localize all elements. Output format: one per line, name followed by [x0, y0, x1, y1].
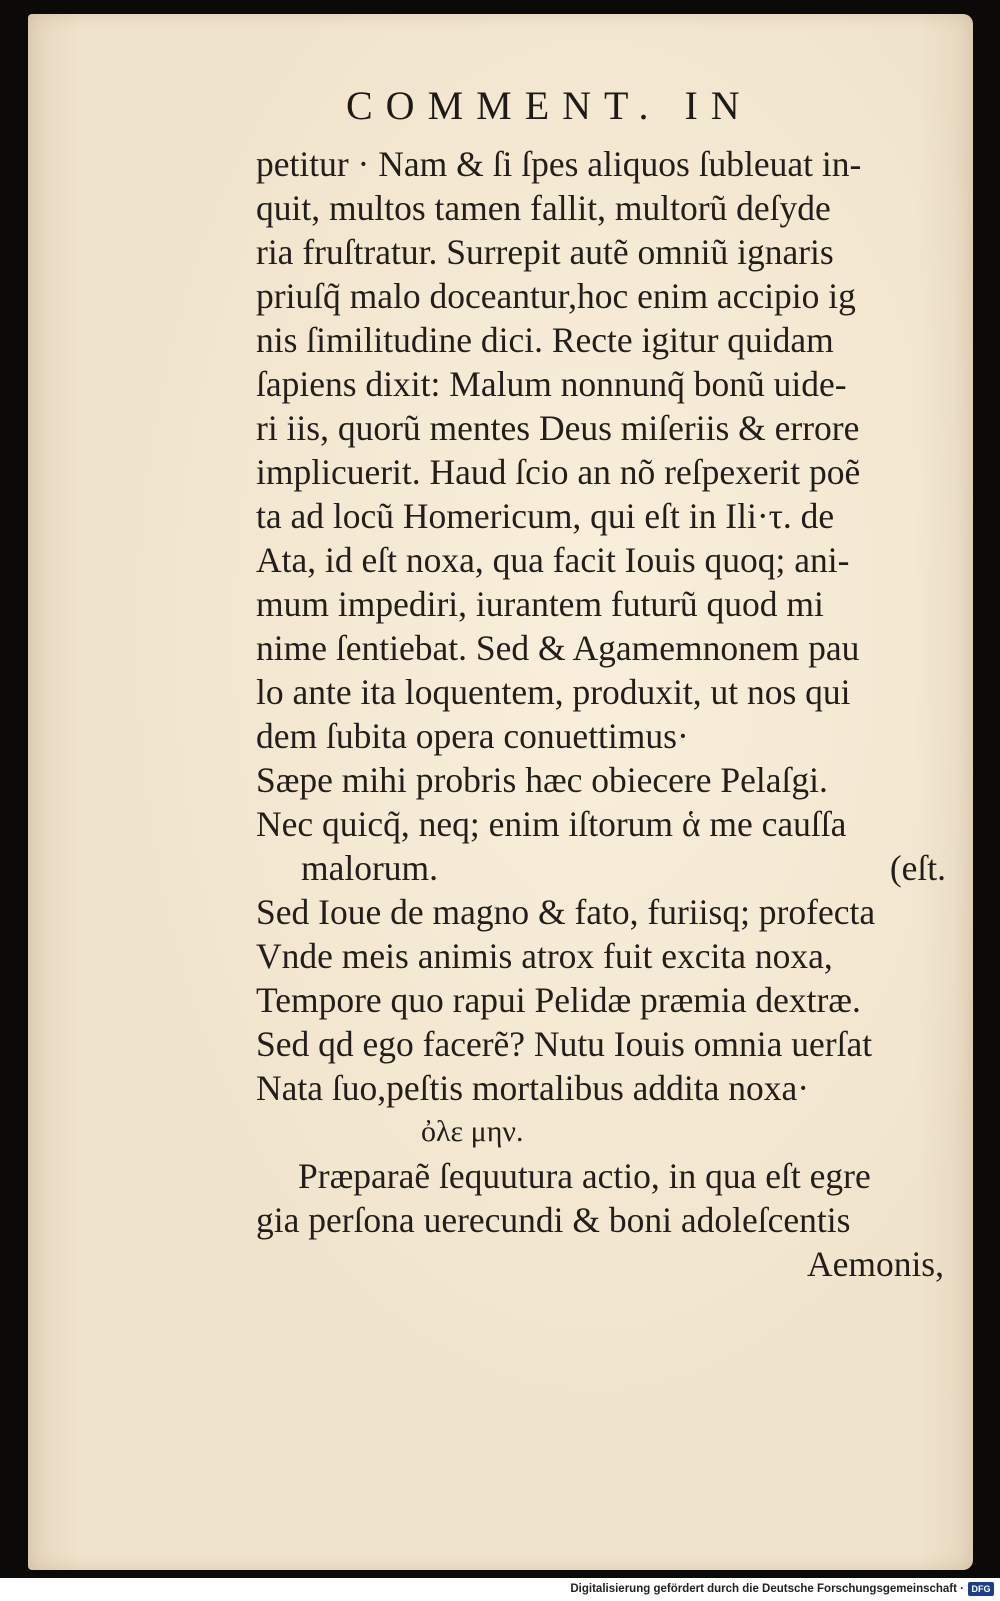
running-head: COMMENT. IN [346, 83, 753, 128]
verse-line: Vnde meis animis atrox fuit excita noxa, [256, 936, 833, 976]
paragraph-line: Præparaẽ ſequutura actio, in qua eſt egre [298, 1156, 871, 1196]
text-line: lo ante ita loquentem, produxit, ut nos qui [256, 672, 851, 712]
book-page [28, 14, 973, 1570]
verse-line: Sæpe mihi probris hæc obiecere Pelaſgi. [256, 760, 828, 800]
text-block [256, 142, 946, 1286]
verse-line: Sed qd ego facerẽ? Nutu Iouis omnia uerſat [256, 1024, 873, 1064]
text-line: implicuerit. Haud ſcio an nõ reſpexerit poẽ [256, 452, 861, 492]
text-line: ta ad locũ Homericum, qui eſt in Ili·τ. de [256, 496, 835, 536]
footer-credit: Digitalisierung gefördert durch die Deutsche Forschungsgemeinschaft · [570, 1583, 964, 1595]
verse-turnover-right: (eſt. [889, 848, 946, 888]
verse-line: Nata ſuo,peſtis mortalibus addita noxa· [256, 1068, 810, 1108]
text-line: ri iis, quorũ mentes Deus miſeriis & errore [256, 408, 860, 448]
footer-bar [0, 1578, 1000, 1601]
text-line: priuſq̃ malo doceantur,hoc enim accipio ig [256, 276, 856, 316]
paragraph-line: gia perſona uerecundi & boni adoleſcentis [256, 1200, 851, 1240]
text-line: nis ſimilitudine dici. Recte igitur quidam [256, 320, 834, 360]
verse-turnover-left: malorum. [301, 848, 439, 888]
text-line: mum impediri, iurantem futurũ quod mi [256, 584, 824, 624]
text-line: ria fruſtratur. Surrepit autẽ omniũ ignaris [256, 232, 834, 272]
text-line: ſapiens dixit: Malum nonnunq̃ bonũ uide‐ [256, 364, 847, 404]
text-line: nime ſentiebat. Sed & Agamemnonem pau [256, 628, 860, 668]
verse-line: Tempore quo rapui Pelidæ præmia dextræ. [256, 980, 861, 1020]
catchword: Aemonis, [806, 1244, 944, 1284]
greek-heading: ὀλε μην. [421, 1115, 524, 1148]
text-line: quit, multos tamen fallit, multorũ deſyde [256, 188, 831, 228]
text-line: petitur · Nam & ſi ſpes aliquos ſubleuat in‐ [256, 144, 862, 184]
text-line: Ata, id eſt noxa, qua facit Iouis quoq; ani‐ [256, 540, 850, 580]
text-line: dem ſubita opera conuettimus· [256, 716, 689, 756]
verse-turnover [256, 846, 946, 890]
verse-line: Sed Ioue de magno & fato, furiisq; profecta [256, 892, 876, 932]
dfg-logo: DFG [968, 1582, 994, 1596]
verse-line: Nec quicq̃, neq; enim iſtorum ἁ me cauſſa [256, 804, 847, 844]
